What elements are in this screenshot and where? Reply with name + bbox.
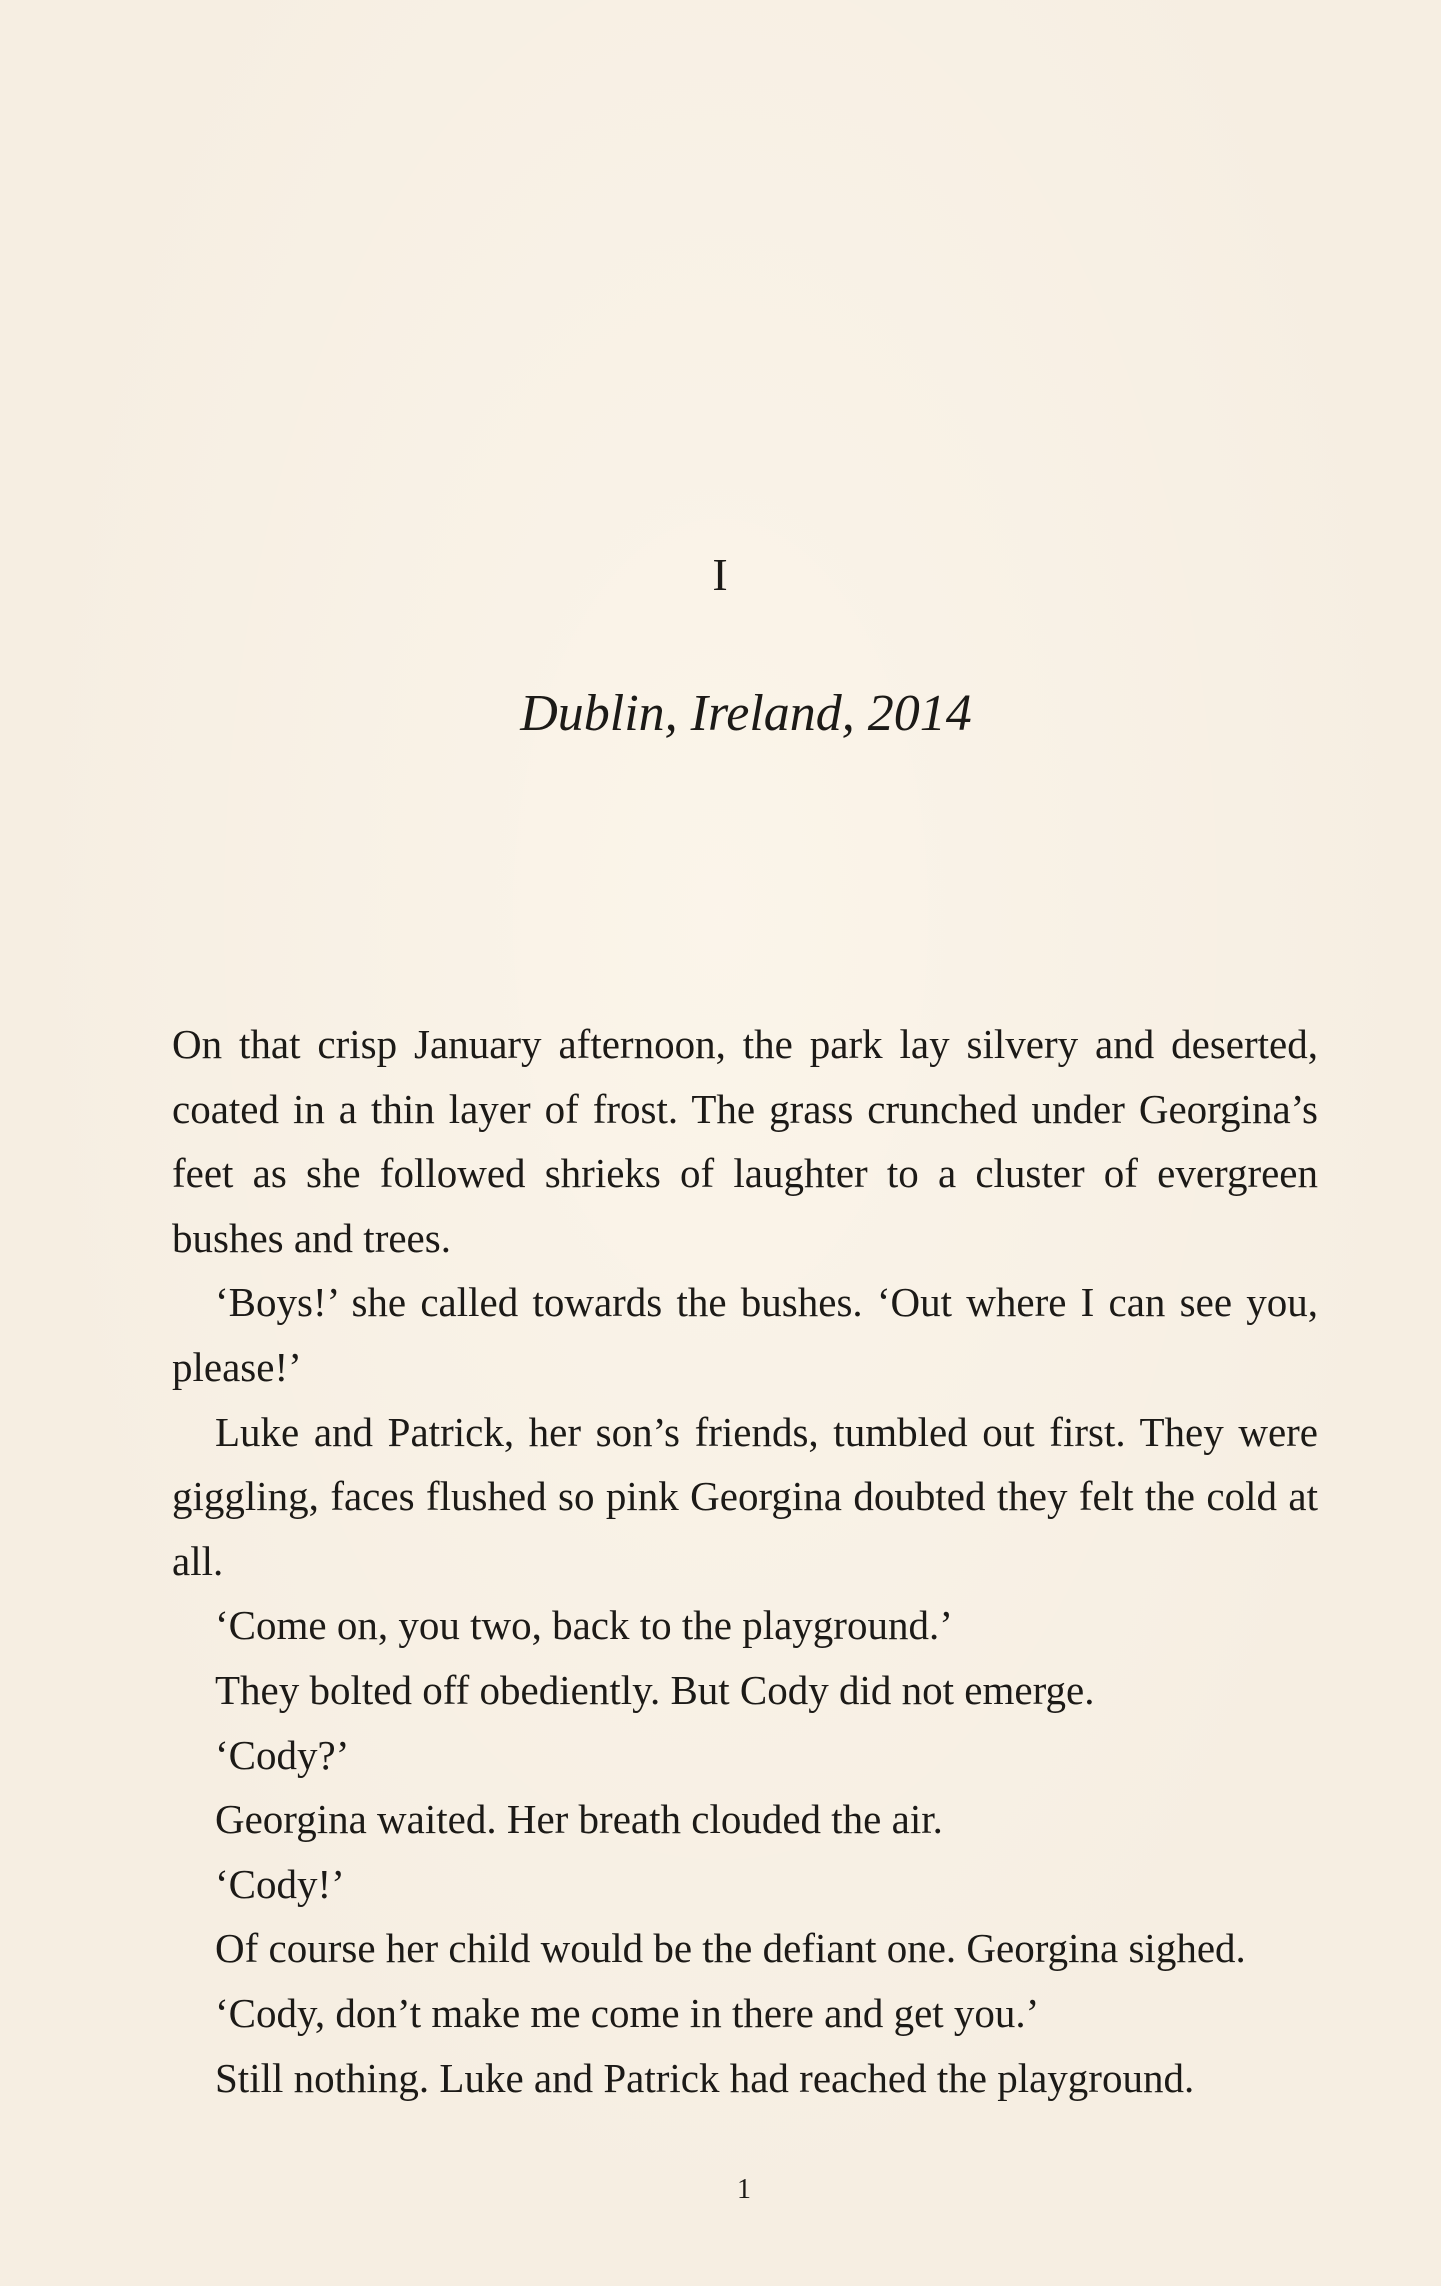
- chapter-number: I: [712, 549, 729, 600]
- paragraph: Georgina waited. Her breath clouded the air.: [215, 1796, 943, 1843]
- paragraph: On that crisp January afternoon, the park lay silvery and deserted, coated in a thin layer of frost. The grass crunched under Georgina’s feet as she followed shrieks of laughter to a cluster of evergreen bushes and trees.: [172, 1021, 1318, 1261]
- paragraph: Still nothing. Luke and Patrick had reached the playground.: [215, 2054, 1195, 2101]
- paragraph: ‘Boys!’ she called towards the bushes. ‘Out where I can see you, please!’: [172, 1279, 1318, 1390]
- paragraph: Luke and Patrick, her son’s friends, tumbled out first. They were giggling, faces flushed so pink Georgina doubted they felt the cold at all.: [172, 1408, 1318, 1584]
- paragraph: ‘Cody, don’t make me come in there and get you.’: [215, 1989, 1040, 2036]
- page-number: 1: [737, 2174, 751, 2205]
- body-text: [172, 1012, 1318, 2110]
- paragraph: ‘Cody!’: [215, 1860, 345, 1907]
- paragraph: ‘Come on, you two, back to the playground.’: [215, 1602, 953, 1649]
- paragraph: They bolted off obediently. But Cody did not emerge.: [215, 1666, 1095, 1713]
- paragraph: ‘Cody?’: [215, 1731, 350, 1778]
- chapter-title: Dublin, Ireland, 2014: [520, 685, 972, 742]
- paragraph: Of course her child would be the defiant one. Georgina sighed.: [215, 1925, 1246, 1972]
